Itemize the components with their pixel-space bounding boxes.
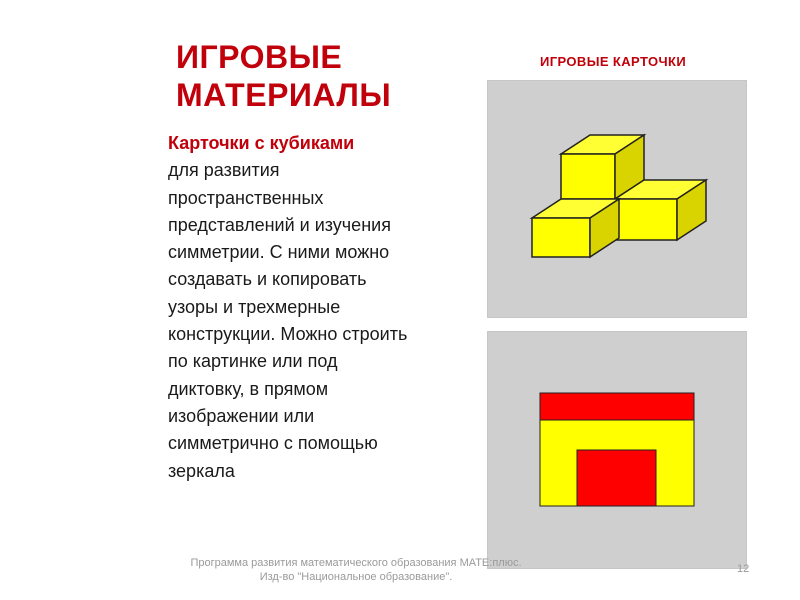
red-center-block [577,450,656,506]
title-line-2: МАТЕРИАЛЫ [176,77,392,113]
cube-card-image [487,80,747,318]
slide-title [176,38,456,114]
title-line-1: ИГРОВЫЕ [176,39,343,75]
footer-credit [146,556,566,584]
footer-line-1: Программа развития математического образования МАТЕ:плюс. [190,557,522,569]
cube-front-face [532,218,590,257]
isometric-cubes-drawing [488,81,746,317]
cards-heading: ИГРОВЫЕ КАРТОЧКИ [540,54,687,69]
footer-line-2: Изд-во "Национальное образование". [259,571,453,583]
body-lead: Карточки с кубиками [168,133,355,153]
symmetric-pattern-card-image [487,331,747,569]
red-top-bar [540,393,694,420]
body-text: для развития пространственных представлений и изучения симметрии. С ними можно создавать и копировать узоры и трехмерные конструкции. Можно строить по картинке или под диктовку, в прямом изображении или симметрично с помощью зеркала [168,160,408,481]
pattern-drawing [488,332,746,568]
cube-front-face [615,199,677,240]
body-paragraph [168,130,408,485]
cube-front-face [561,154,615,199]
page-number: 12 [737,563,750,575]
